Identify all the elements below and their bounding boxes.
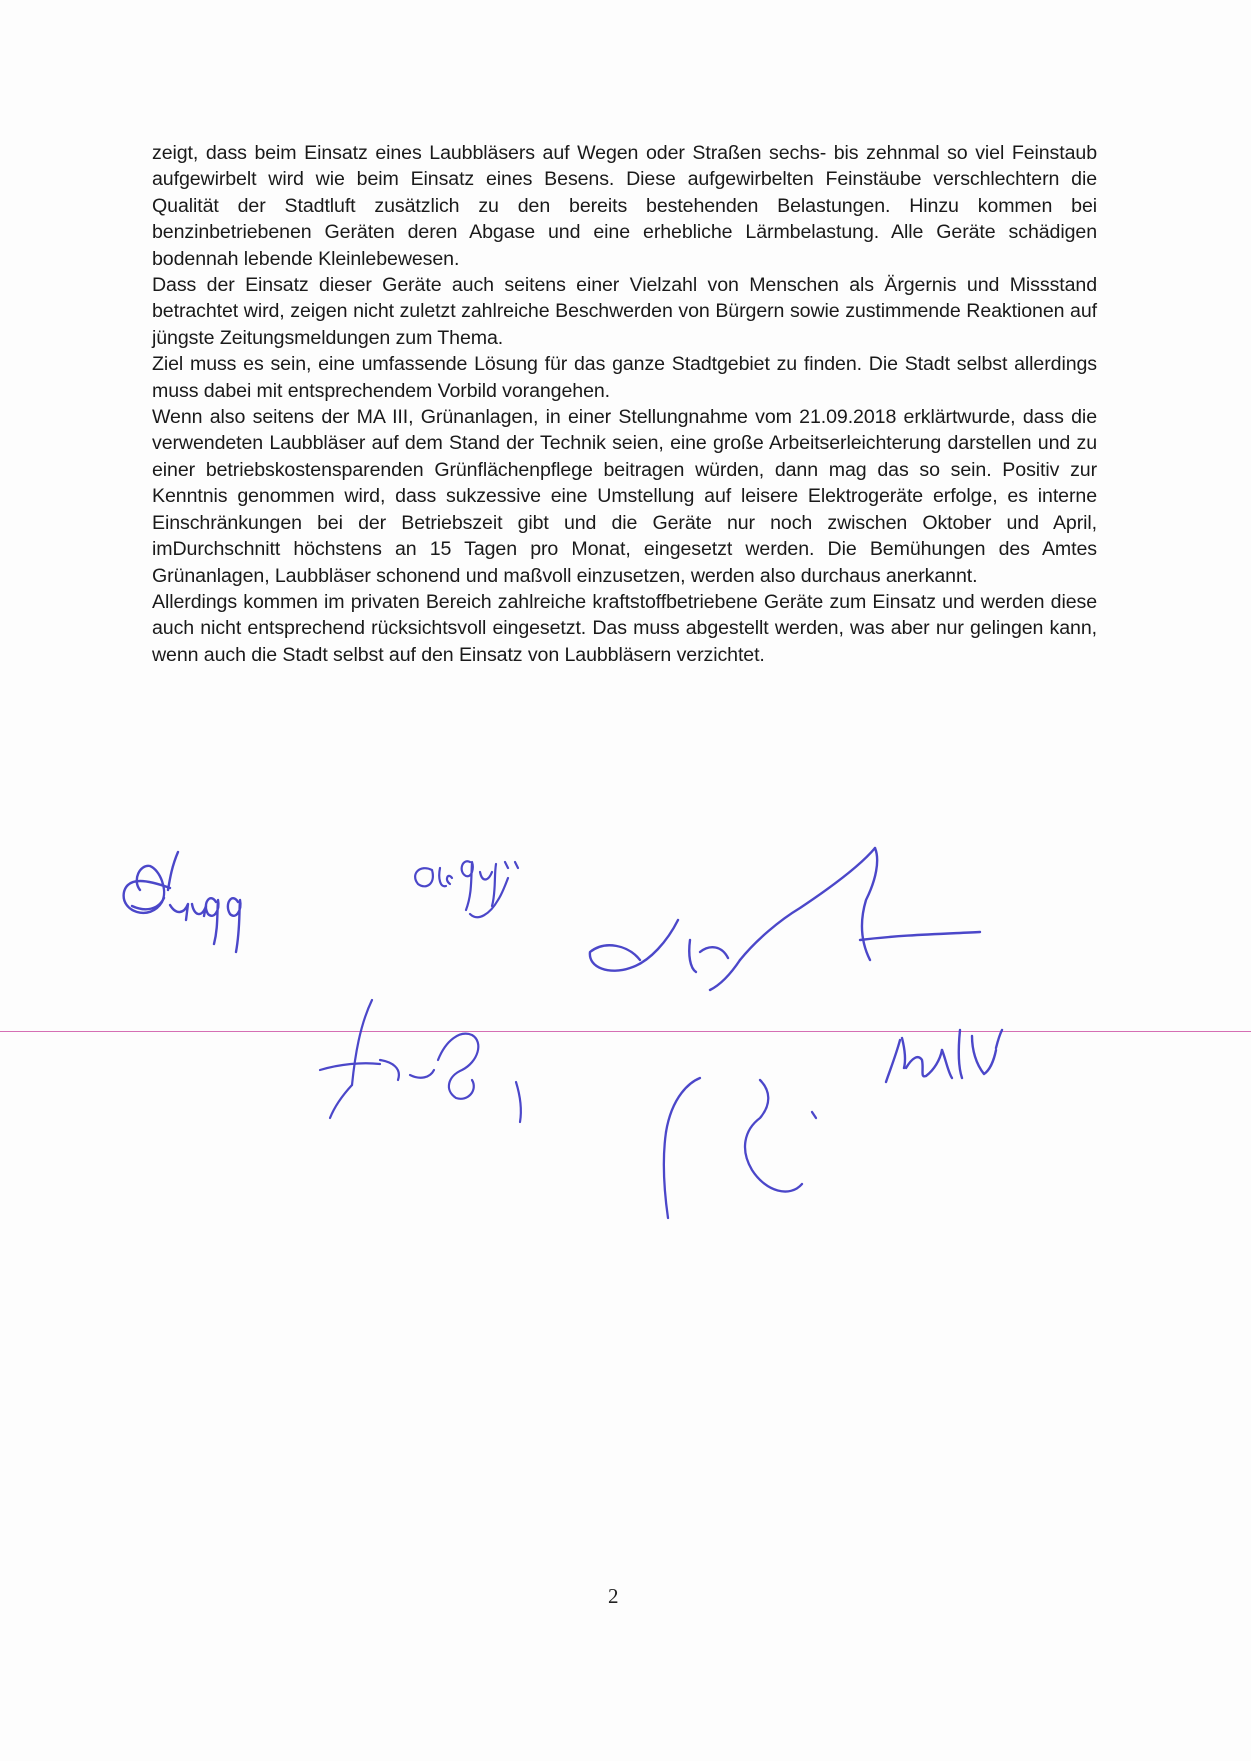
signature-schmidt bbox=[886, 1030, 1002, 1082]
paragraph-stellungnahme: Wenn also seitens der MA III, Grünanlagen, in einer Stellungnahme vom 21.09.2018 erklärtwurde, dass die verwendeten Laubbläser auf dem Stand der Technik seien, eine große Arbeitserleichterung darstellen und zu einer betriebskostensparenden Grünflächenpflege beitragen würden, dann mag das so sein. Positiv zur Kenntnis genommen wird, dass sukzessive eine Umstellung auf leisere Elektrogeräte erfolge, es interne Einschränkungen bei der Betriebszeit gibt und die Geräte nur noch zwischen Oktober und April, imDurchschnitt höchstens an 15 Tagen pro Monat, eingesetzt werden. Die Bemühungen des Amtes Grünanlagen, Laubbläser schonend und maßvoll einzusetzen, werden also durchaus anerkannt. bbox=[152, 406, 1097, 587]
page-number: 2 bbox=[608, 1584, 619, 1608]
paragraph-privater-bereich: Allerdings kommen im privaten Bereich zahlreiche kraftstoffbetriebene Geräte zum Einsatz und werden diese auch nicht entsprechend rücksichtsvoll eingesetzt. Das muss abgestellt werden, was aber nur gelingen kann, wenn auch die Stadt selbst auf den Einsatz von Laubbläsern verzichtet. bbox=[152, 590, 1097, 666]
signature-scheil bbox=[590, 848, 980, 990]
paragraph-aergernis: Dass der Einsatz dieser Geräte auch seitens einer Vielzahl von Menschen als Ärgernis und Missstand betrachtet wird, zeigen nicht zuletzt zahlreiche Beschwerden von Bürgern sowie zustimmende Reaktionen auf jüngste Zeitungsmeldungen zum Thema. bbox=[152, 274, 1097, 349]
signature-dr-gruez bbox=[415, 861, 518, 917]
paragraph-ziel: Ziel muss es sein, eine umfassende Lösung für das ganze Stadtgebiet zu finden. Die Stadt selbst allerdings muss dabei mit entsprechendem Vorbild vorangehen. bbox=[152, 353, 1097, 402]
signature-dengg bbox=[124, 852, 241, 952]
body-text bbox=[152, 140, 1097, 668]
signature-paraph bbox=[664, 1078, 816, 1218]
signature-gallo bbox=[320, 1000, 521, 1122]
paragraph-feinstaub: zeigt, dass beim Einsatz eines Laubbläsers auf Wegen oder Straßen sechs- bis zehnmal so viel Feinstaub aufgewirbelt wird wie beim Einsatz eines Besens. Diese aufgewirbelten Feinstäube verschlechtern die Qualität der Stadtluft zusätzlich zu den bereits bestehenden Belastungen. Hinzu kommen bei benzinbetriebenen Geräten deren Abgase und eine erhebliche Lärmbelastung. Alle Geräte schädigen bodennah lebende Kleinlebewesen. bbox=[152, 142, 1097, 270]
signatures-block bbox=[0, 800, 1251, 1300]
